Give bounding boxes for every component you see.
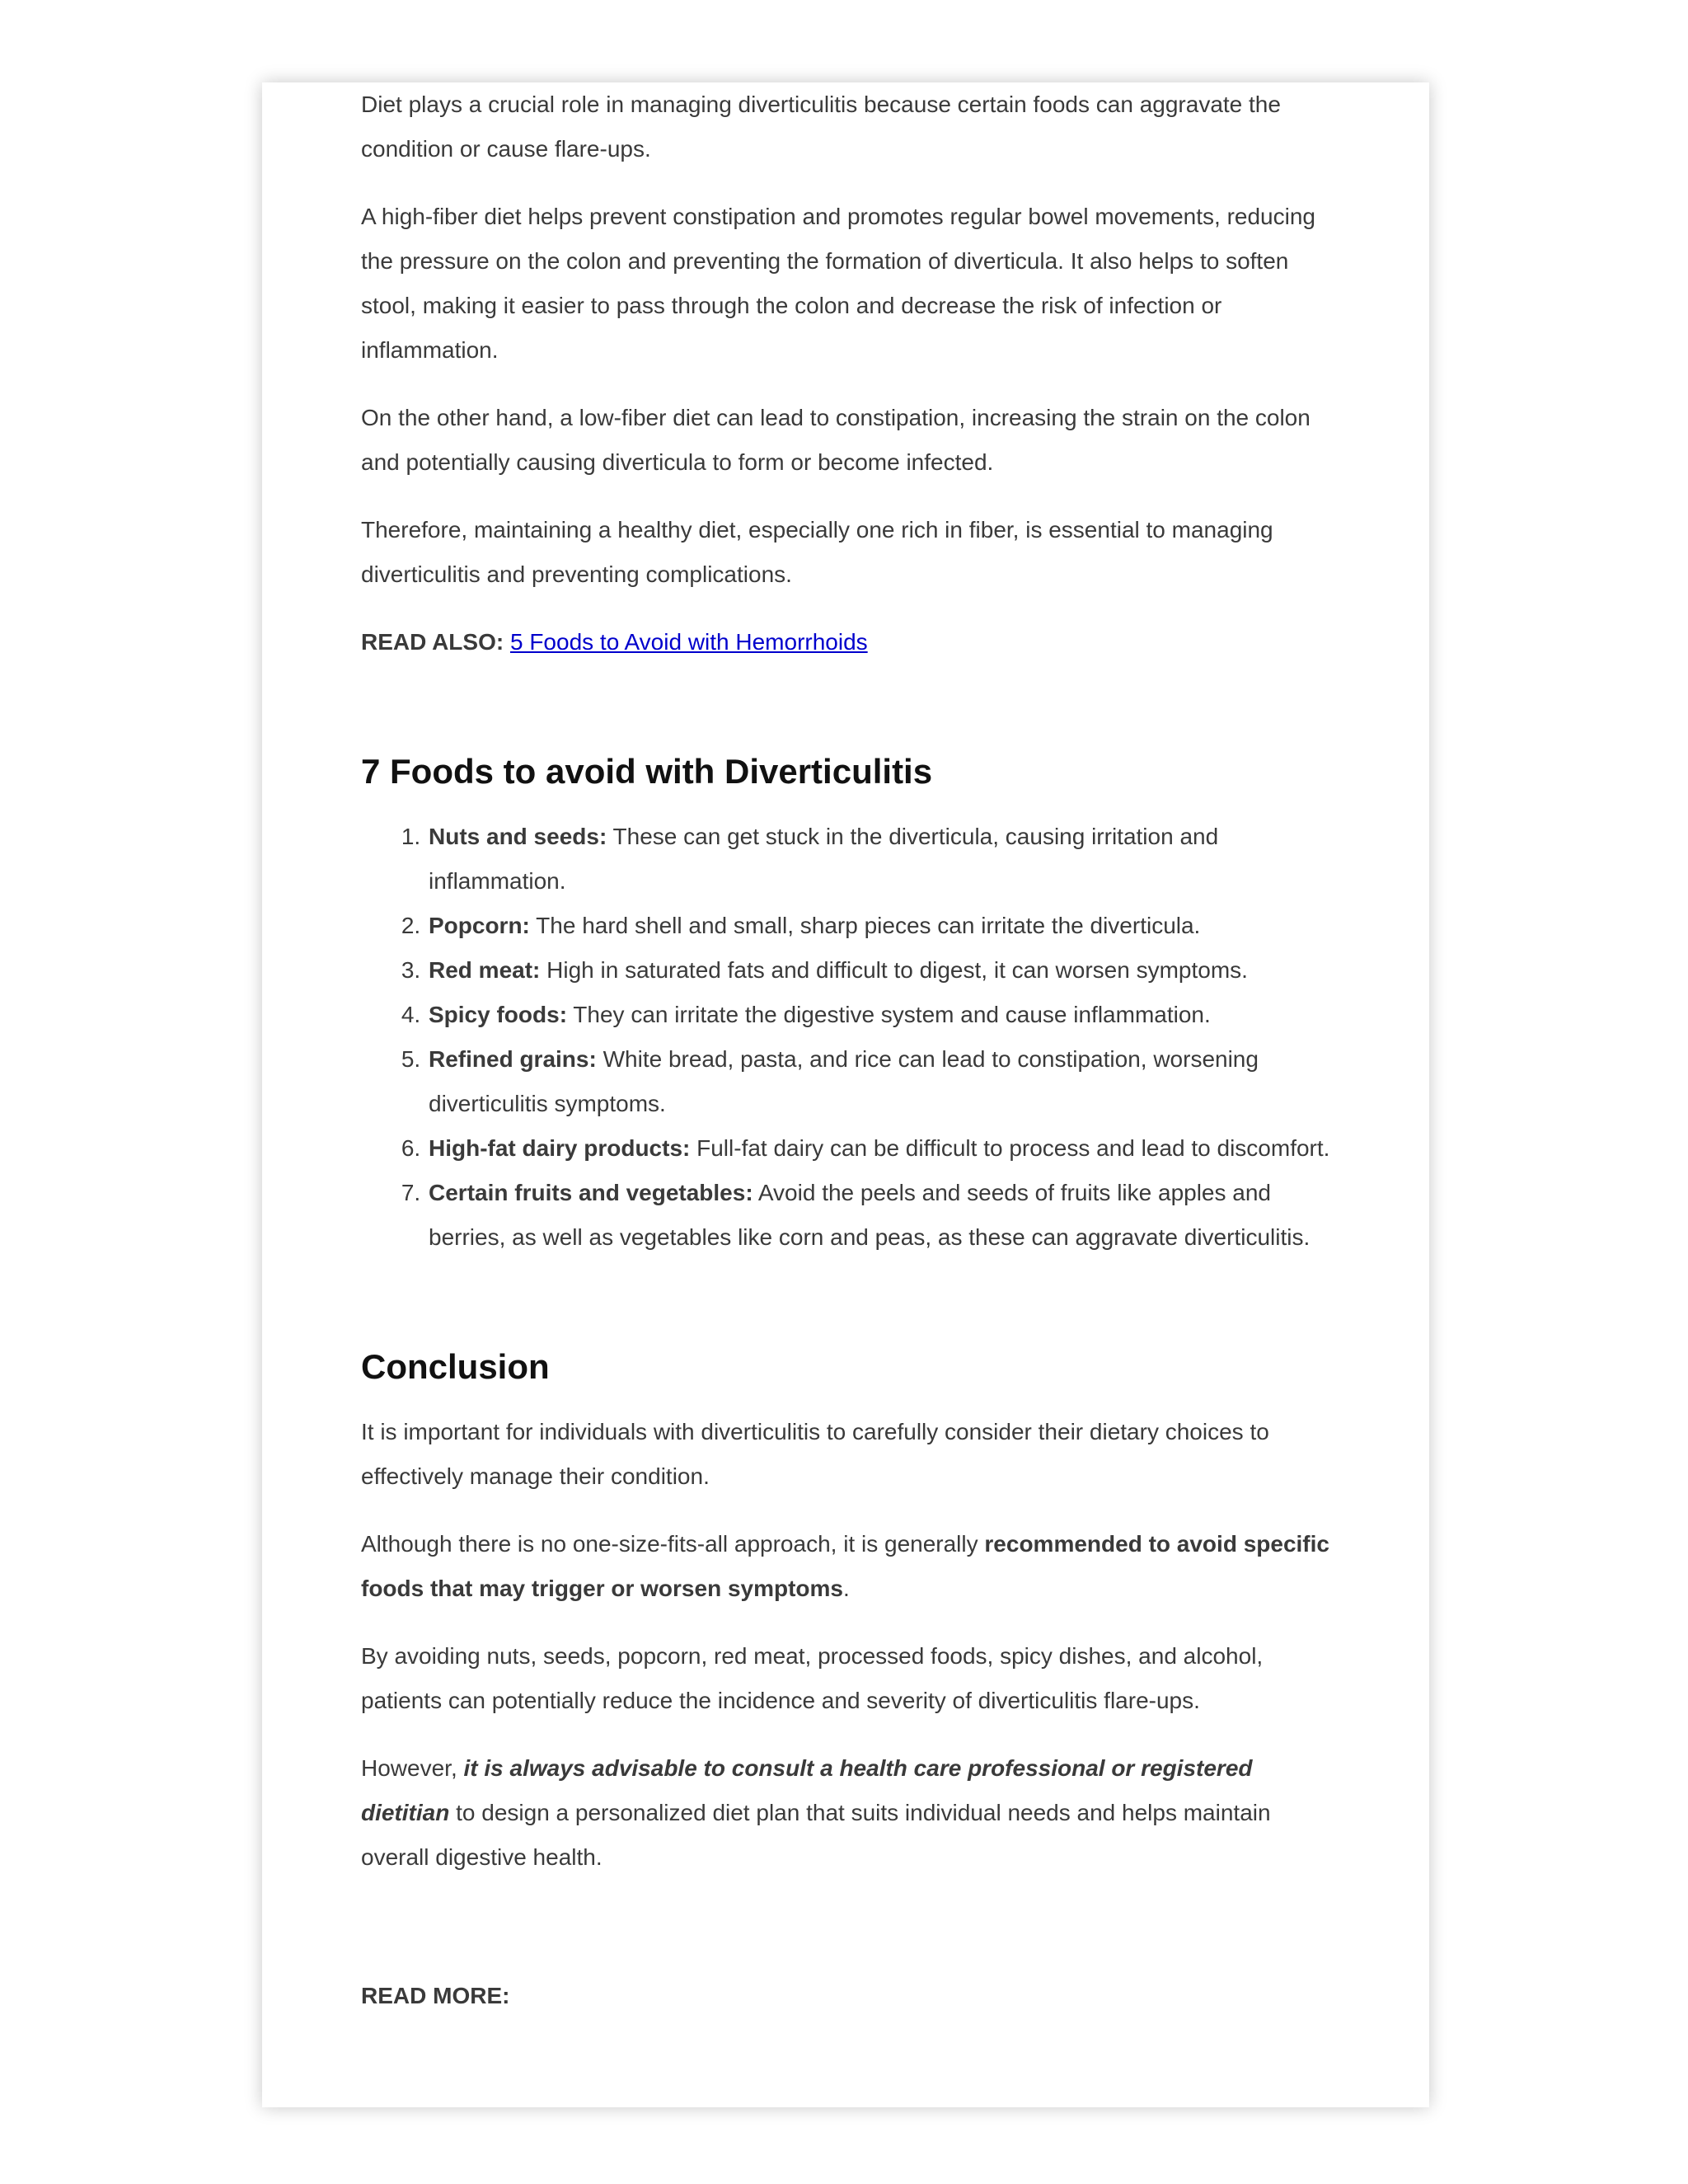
list-item-text: Full-fat dairy can be difficult to process and lead to discomfort. xyxy=(690,1135,1330,1161)
list-item xyxy=(427,904,1334,948)
conclusion-paragraph-4-emphasis: it is always advisable to consult a health care professional or registered dietitian xyxy=(361,1755,1253,1825)
conclusion-paragraph-4 xyxy=(361,1746,1334,1880)
list-item xyxy=(427,1171,1334,1260)
read-more xyxy=(361,1974,1334,2018)
list-item xyxy=(427,993,1334,1037)
list-item-text: They can irritate the digestive system and cause inflammation. xyxy=(567,1002,1211,1027)
conclusion-paragraph-2-end: . xyxy=(843,1576,850,1601)
list-item-term: Popcorn: xyxy=(429,913,530,938)
list-item-text: High in saturated fats and difficult to digest, it can worsen symptoms. xyxy=(540,957,1248,983)
conclusion-paragraph-4-start: However, xyxy=(361,1755,464,1781)
conclusion-paragraph-4-end: to design a personalized diet plan that suits individual needs and helps maintain overall digestive health. xyxy=(361,1800,1271,1870)
foods-heading: 7 Foods to avoid with Diverticulitis xyxy=(361,752,933,791)
intro-paragraph-2: A high-fiber diet helps prevent constipation and promotes regular bowel movements, reducing the pressure on the colon and preventing the formation of diverticula. It also helps to soften stool, making it easier to pass through the colon and decrease the risk of infection or inflammation. xyxy=(361,204,1315,363)
list-item-term: High-fat dairy products: xyxy=(429,1135,691,1161)
list-item xyxy=(427,948,1334,993)
list-item xyxy=(427,815,1334,904)
list-item-text: Avoid the peels and seeds of fruits like apples and berries, as well as vegetables like corn and peas, as these can aggravate diverticulitis. xyxy=(429,1180,1311,1250)
list-item xyxy=(427,1126,1334,1171)
read-also-link[interactable]: 5 Foods to Avoid with Hemorrhoids xyxy=(509,629,868,655)
list-item-term: Certain fruits and vegetables: xyxy=(429,1180,753,1205)
intro-paragraph-1: Diet plays a crucial role in managing diverticulitis because certain foods can aggravate the condition or cause flare-ups. xyxy=(361,92,1281,162)
read-also-label: READ ALSO: xyxy=(361,629,504,655)
conclusion-heading: Conclusion xyxy=(361,1347,550,1386)
intro-paragraph-4: Therefore, maintaining a healthy diet, especially one rich in fiber, is essential to managing diverticulitis and preventing complications. xyxy=(361,517,1273,587)
conclusion-paragraph-2 xyxy=(361,1522,1334,1611)
article-content xyxy=(361,82,1334,2041)
list-item-text: White bread, pasta, and rice can lead to constipation, worsening diverticulitis symptoms. xyxy=(429,1046,1259,1116)
list-item-term: Spicy foods: xyxy=(429,1002,568,1027)
list-item-term: Nuts and seeds: xyxy=(429,824,607,849)
conclusion-paragraph-2-bold: recommended to avoid specific foods that may trigger or worsen symptoms xyxy=(361,1531,1329,1601)
conclusion-paragraph-1: It is important for individuals with diverticulitis to carefully consider their dietary choices to effectively manage their condition. xyxy=(361,1419,1269,1489)
list-item-term: Red meat: xyxy=(429,957,541,983)
list-item-text: These can get stuck in the diverticula, causing irritation and inflammation. xyxy=(429,824,1219,894)
read-more-label: READ MORE: xyxy=(361,1983,510,2008)
intro-paragraph-3: On the other hand, a low-fiber diet can lead to constipation, increasing the strain on the colon and potentially causing diverticula to form or become infected. xyxy=(361,405,1311,475)
list-item xyxy=(427,1037,1334,1126)
list-item-text: The hard shell and small, sharp pieces can irritate the diverticula. xyxy=(529,913,1201,938)
conclusion-paragraph-2-start: Although there is no one-size-fits-all approach, it is generally xyxy=(361,1531,985,1557)
conclusion-paragraph-3: By avoiding nuts, seeds, popcorn, red meat, processed foods, spicy dishes, and alcohol, patients can potentially reduce the incidence and severity of diverticulitis flare-ups. xyxy=(361,1643,1264,1713)
list-item-term: Refined grains: xyxy=(429,1046,597,1072)
read-also xyxy=(361,620,1334,665)
foods-list xyxy=(361,815,1334,1260)
article-card xyxy=(262,82,1429,2107)
